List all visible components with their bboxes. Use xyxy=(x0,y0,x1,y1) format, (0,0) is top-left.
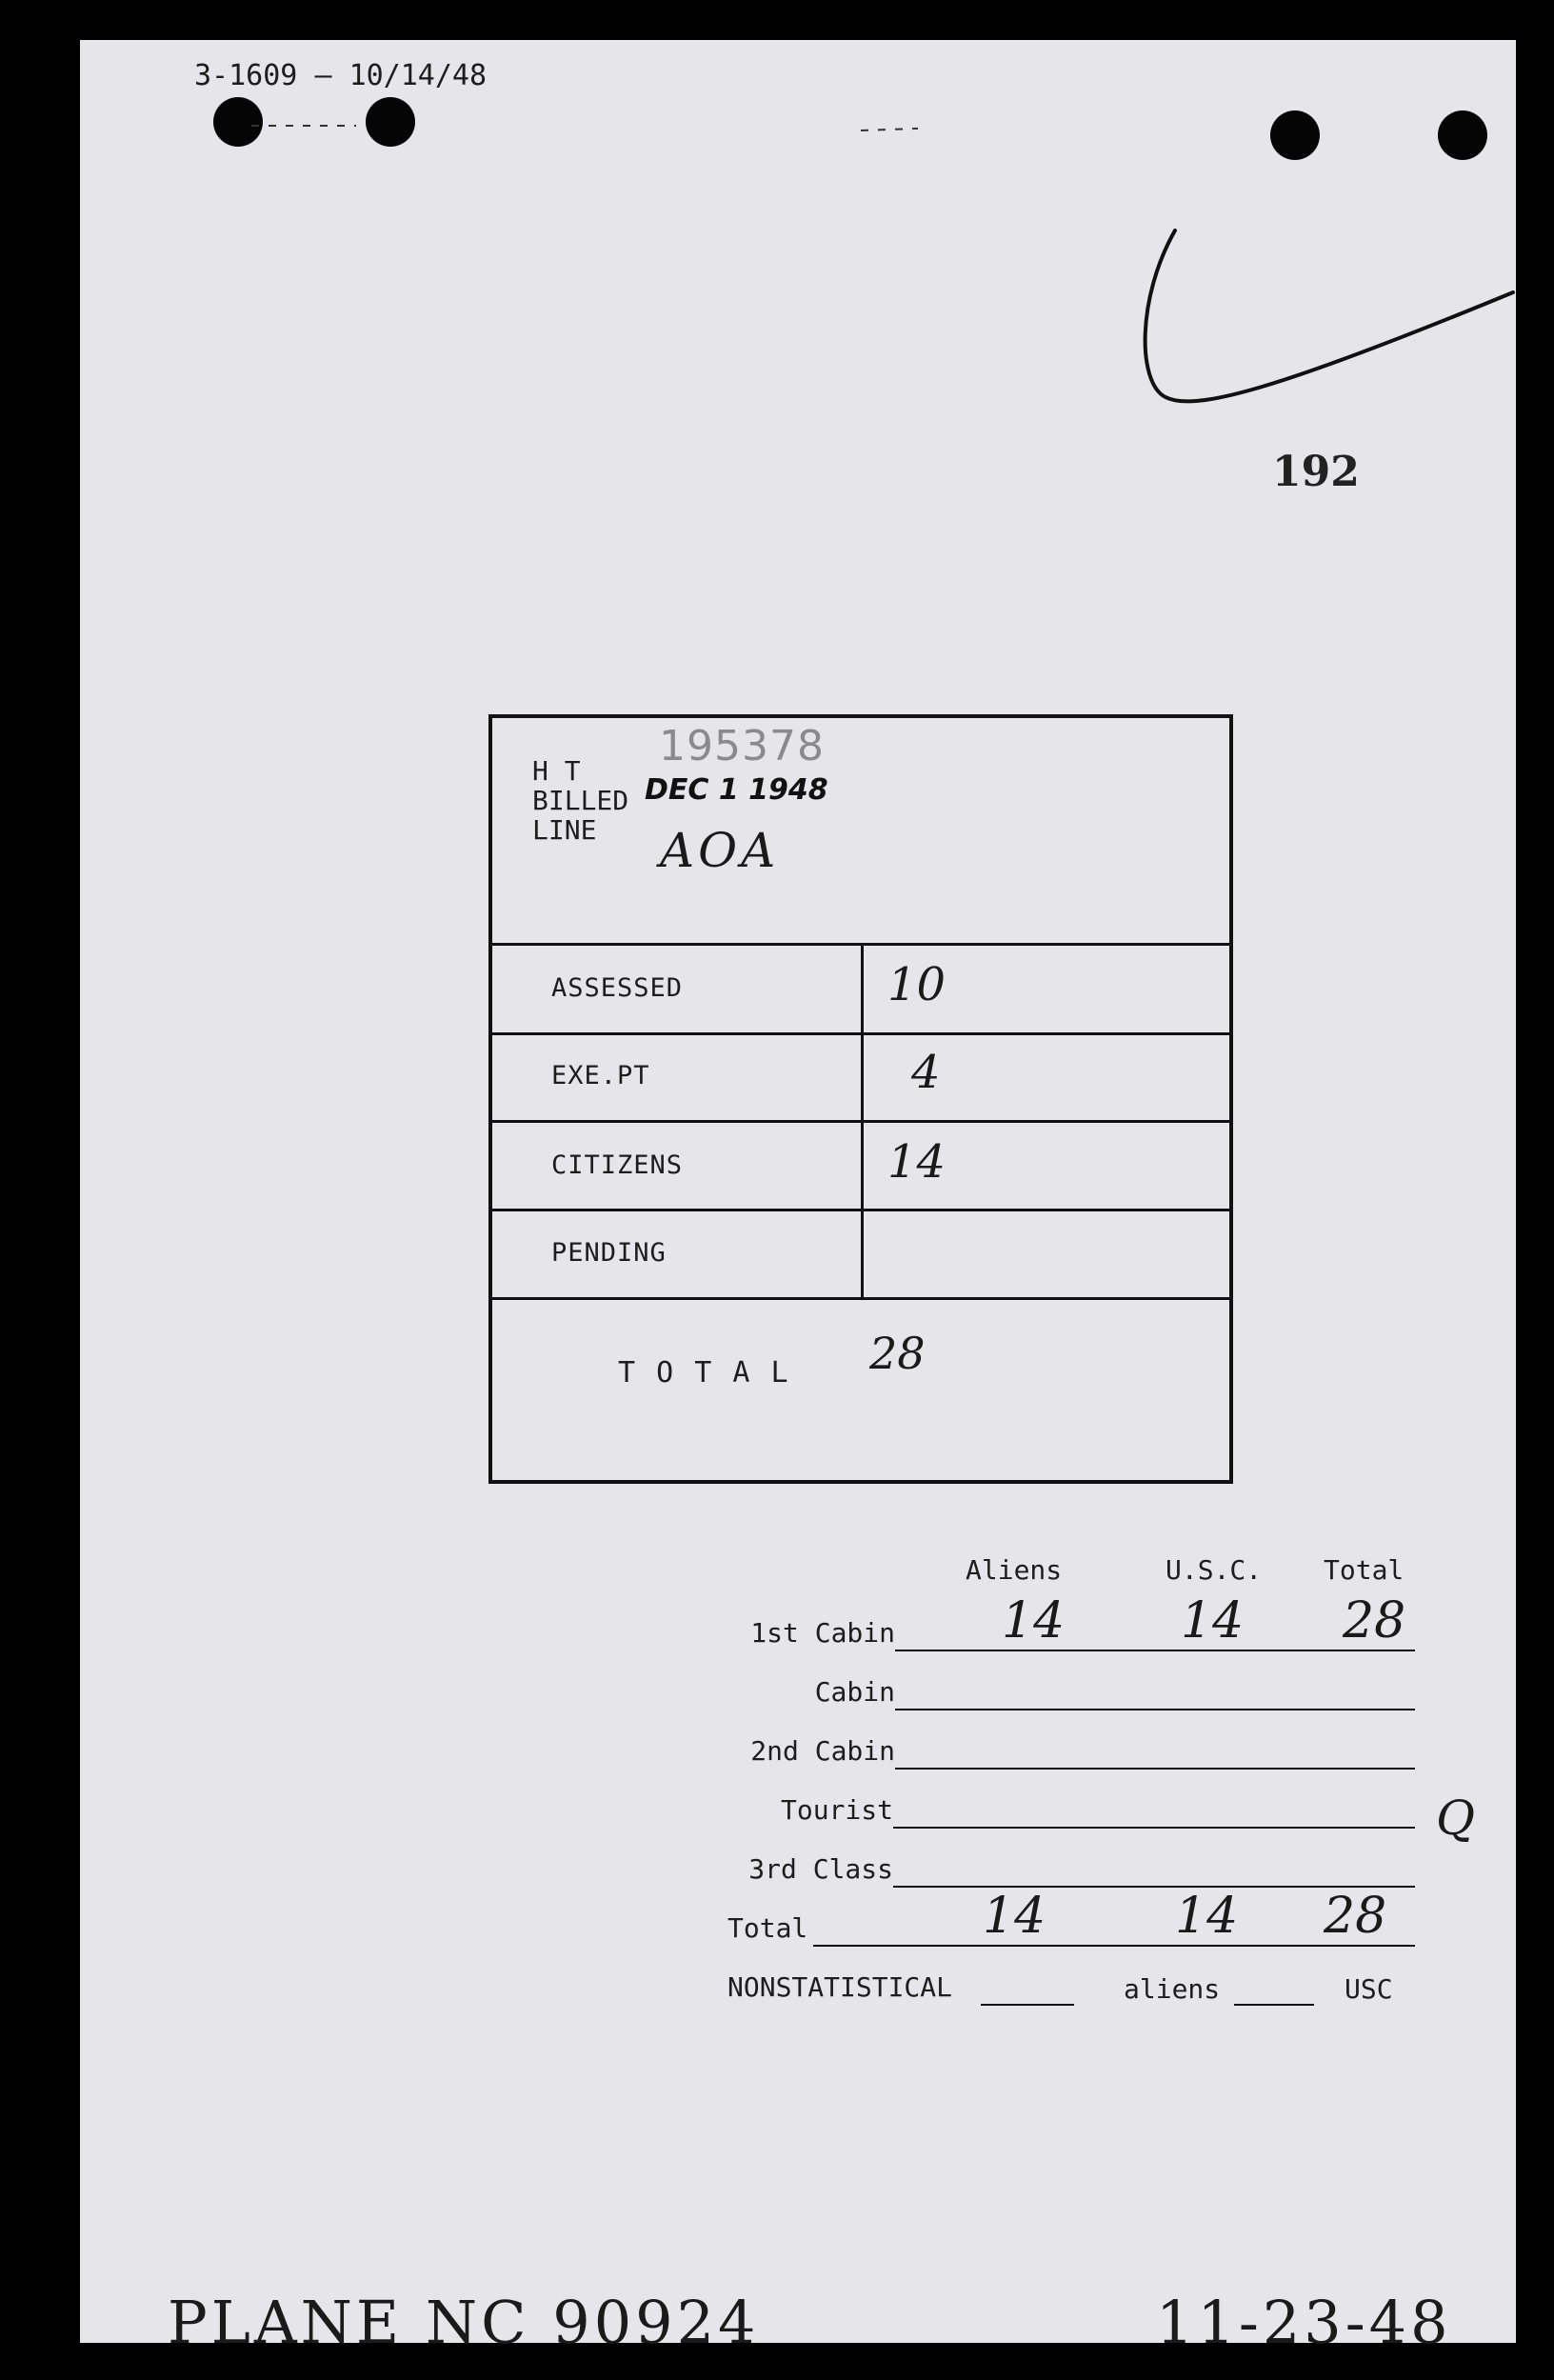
billed-label: BILLED xyxy=(532,785,629,816)
citizens-label: CITIZENS xyxy=(551,1150,684,1180)
assessed-label: ASSESSED xyxy=(551,973,684,1003)
stamp-date: DEC 1 1948 xyxy=(645,773,828,807)
total-value: 28 xyxy=(869,1328,926,1379)
page-number: 192 xyxy=(1272,448,1360,496)
tourist-margin-note: Q xyxy=(1436,1790,1475,1846)
form-dash: — xyxy=(314,59,349,92)
check-mark xyxy=(1137,221,1518,469)
total-label: T O T A L xyxy=(618,1356,790,1390)
citizens-value: 14 xyxy=(887,1135,946,1189)
row-label-total: Total xyxy=(727,1912,808,1944)
row-line-1st-cabin xyxy=(895,1650,1415,1651)
row-label-tourist: Tourist xyxy=(780,1794,893,1826)
row-label-1st-cabin: 1st Cabin xyxy=(750,1617,895,1649)
cell-1st-cabin-usc: 14 xyxy=(1181,1592,1245,1650)
cell-total-aliens: 14 xyxy=(983,1888,1046,1945)
row-line-2nd-cabin xyxy=(895,1768,1415,1770)
row-line-tourist xyxy=(893,1827,1415,1829)
footer-date: 11-23-48 xyxy=(1156,2288,1452,2357)
nonstat-aliens-line xyxy=(981,2004,1074,2006)
form-header xyxy=(194,59,487,92)
exempt-value: 4 xyxy=(911,1046,941,1099)
header-aliens: Aliens xyxy=(966,1554,1063,1586)
form-date: 10/14/48 xyxy=(349,59,488,92)
cell-1st-cabin-aliens: 14 xyxy=(1002,1592,1066,1650)
row-line-cabin xyxy=(895,1709,1415,1710)
document-page xyxy=(80,40,1516,2357)
nonstat-aliens-label: aliens xyxy=(1124,1973,1221,2005)
pending-label: PENDING xyxy=(551,1238,667,1268)
assessed-value: 10 xyxy=(887,958,946,1011)
stamp-number: 195378 xyxy=(659,722,825,770)
ht-label: H T xyxy=(532,755,581,787)
cell-1st-cabin-total: 28 xyxy=(1343,1592,1406,1650)
column-divider xyxy=(861,943,864,1297)
punch-hole-right-2 xyxy=(1438,110,1487,160)
cell-total-usc: 14 xyxy=(1175,1888,1239,1945)
hole-connector-marks xyxy=(251,107,918,164)
row-label-2nd-cabin: 2nd Cabin xyxy=(750,1735,895,1767)
row-divider-5 xyxy=(492,1297,1229,1300)
nonstat-usc-label: USC xyxy=(1345,1973,1393,2005)
billing-box xyxy=(488,714,1233,1484)
line-value: AOA xyxy=(660,823,780,878)
nonstat-label: NONSTATISTICAL xyxy=(727,1971,953,2003)
row-line-total xyxy=(813,1945,1415,1947)
exempt-label: EXE.PT xyxy=(551,1061,650,1090)
cell-total-total: 28 xyxy=(1324,1888,1387,1945)
header-total: Total xyxy=(1324,1554,1405,1586)
form-number: 3-1609 xyxy=(194,59,298,92)
row-label-3rd-class: 3rd Class xyxy=(748,1853,893,1885)
punch-hole-right-1 xyxy=(1270,110,1320,160)
row-label-cabin: Cabin xyxy=(814,1676,895,1708)
plane-note: PLANE NC 90924 xyxy=(168,2288,760,2357)
nonstat-usc-line xyxy=(1234,2004,1314,2006)
line-label: LINE xyxy=(532,814,597,846)
billed-label-block xyxy=(532,756,628,845)
header-usc: U.S.C. xyxy=(1166,1554,1263,1586)
